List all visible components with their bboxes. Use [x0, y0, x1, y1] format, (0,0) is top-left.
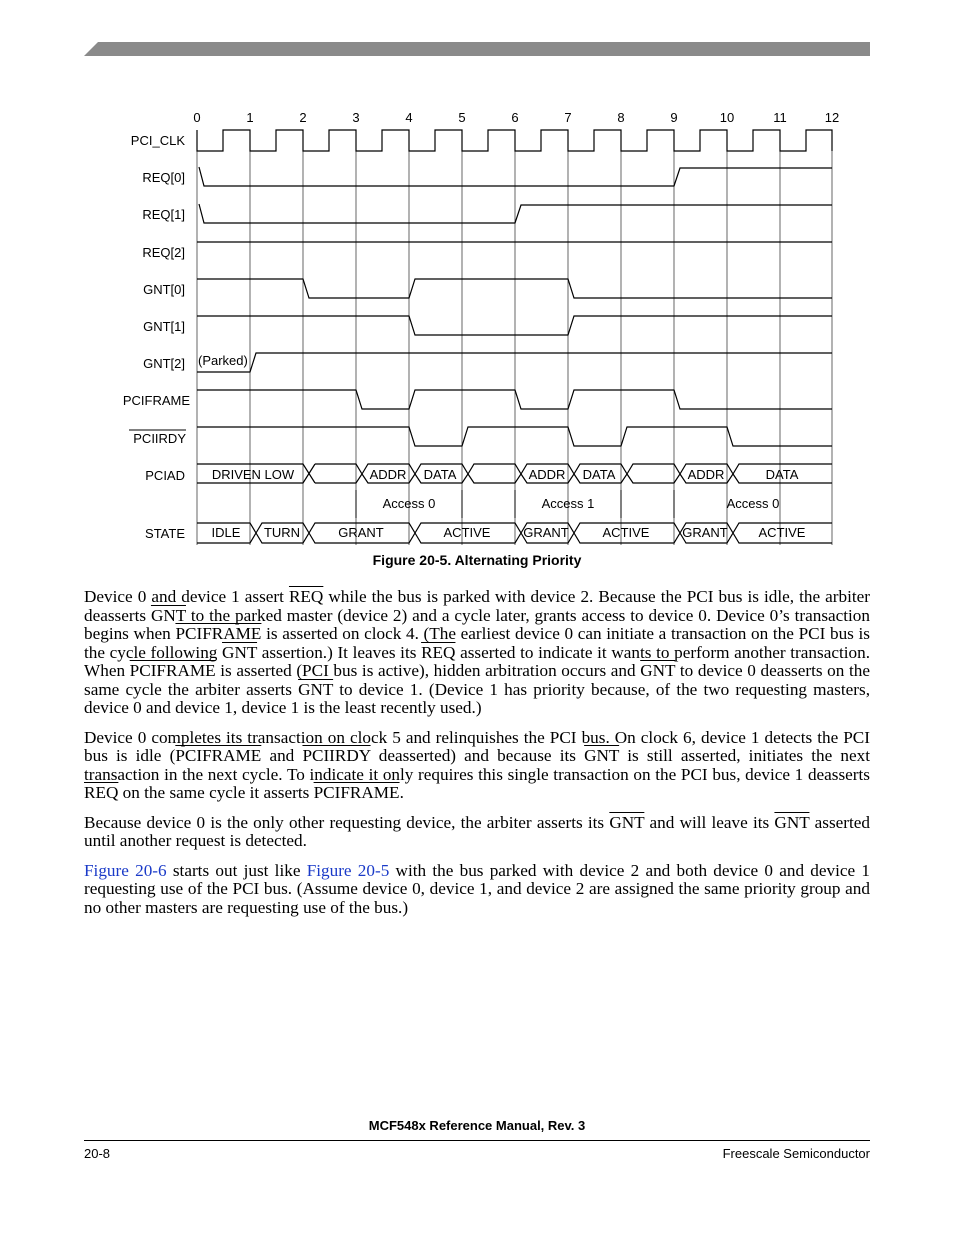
pciad-segment: DRIVEN LOW — [211, 467, 295, 482]
figure-caption: Figure 20-5. Alternating Priority — [372, 552, 582, 568]
clock-tick-label: 2 — [299, 110, 307, 125]
paragraph: Device 0 and device 1 assert $\overline{REQ}$ while the bus is parked with device 2. Because the PCI bus is idle, the arbiter deasserts $\overline{GNT}$ to the parked master (device 2) and a cycle later, grants access to device 0. Device 0’s transaction begins when PCIFRAME is asserted on clock 4. (The earliest device 0 can initiate a transaction on the PCI bus is the cycle following $\overline{GNT}$ assertion.) It leaves its $\overline{REQ}$ asserted to indicate it wants to perform another transaction. When PCIFRAME is asserted (PCI bus is active), hidden arbitration occurs and $\overline{GNT}$ to device 0 deasserts on the same cycle the arbiter asserts $\overline{GNT}$ to device 1. (Device 1 has priority because, of the two requesting masters, device 0 and device 1, device 1 is the least recently used.) — [84, 587, 871, 717]
state-segment: ACTIVE — [758, 525, 806, 540]
timing-diagram — [0, 100, 954, 550]
clock-tick-label: 10 — [719, 110, 735, 125]
waveform-pciframe — [197, 390, 832, 409]
signal-label-pciad: PCIAD — [145, 468, 185, 483]
figure-20-5-link[interactable]: Figure 20-5 — [306, 860, 390, 880]
footer-divider — [84, 1140, 870, 1141]
figure-20-6-link[interactable]: Figure 20-6 — [84, 860, 167, 880]
pciad-segment: ADDR — [687, 467, 725, 482]
paragraph: Figure 20-6 starts out just like Figure 20-5 with the bus parked with device 2 and both device 0 and device 1 requesting use of the PCI bus. (Assume device 0, device 1, and device 2 are assigned the same priority group and no other masters are requesting use of the bus.) — [84, 860, 870, 917]
state-segment: ACTIVE — [443, 525, 491, 540]
waveform-pciirdy — [197, 427, 832, 446]
access-label: Access 1 — [541, 496, 595, 511]
paragraph: Device 0 completes its transaction on clock 5 and relinquishes the PCI bus. On clock 6, device 1 detects the PCI bus is idle (PCIFRAME and PCIIRDY deasserted) and because its $\overline{GNT}$ is still asserted, initiates the next transaction in the next cycle. To indicate it only requires this single transaction on the PCI bus, device 1 deasserts $\overline{REQ}$ on the same cycle it asserts PCIFRAME. — [84, 727, 870, 802]
header-bar — [0, 0, 954, 60]
clock-tick-label: 7 — [564, 110, 572, 125]
parked-note: (Parked) — [198, 353, 248, 368]
clock-tick-label: 12 — [824, 110, 840, 125]
signal-label-req1: REQ[1] — [142, 207, 185, 222]
waveform-req1 — [199, 204, 832, 223]
footer-title: MCF548x Reference Manual, Rev. 3 — [368, 1118, 586, 1133]
waveform-gnt2 — [197, 353, 832, 372]
clock-tick-label: 0 — [193, 110, 201, 125]
pciad-segment: DATA — [765, 467, 799, 482]
waveform-req0 — [199, 167, 832, 186]
signal-label-gnt2: GNT[2] — [143, 356, 185, 371]
clock-tick-label: 9 — [670, 110, 678, 125]
access-label: Access 0 — [382, 496, 436, 511]
footer-company: Freescale Semiconductor — [722, 1146, 870, 1161]
access-label: Access 0 — [726, 496, 780, 511]
body-text — [84, 588, 870, 928]
signal-label-gnt1: GNT[1] — [143, 319, 185, 334]
clock-tick-label: 8 — [617, 110, 625, 125]
state-segment: GRANT — [523, 525, 569, 540]
state-segment: IDLE — [211, 525, 241, 540]
pciad-segment: DATA — [582, 467, 616, 482]
signal-label-pciframe: PCIFRAME — [122, 393, 190, 408]
state-segment: GRANT — [682, 525, 728, 540]
state-segment: ACTIVE — [602, 525, 650, 540]
signal-label-gnt0: GNT[0] — [143, 282, 185, 297]
signal-label-req0: REQ[0] — [142, 170, 185, 185]
state-segment: GRANT — [338, 525, 384, 540]
clock-tick-label: 11 — [773, 110, 787, 125]
clock-tick-label: 3 — [352, 110, 360, 125]
clock-tick-label: 4 — [405, 110, 413, 125]
waveform-gnt0 — [197, 279, 832, 298]
page-number: 20-8 — [84, 1146, 111, 1161]
pciad-segment: DATA — [423, 467, 457, 482]
pciad-segment: ADDR — [528, 467, 566, 482]
signal-label-state: STATE — [145, 526, 185, 541]
clock-tick-label: 1 — [246, 110, 254, 125]
pciad-segment: ADDR — [369, 467, 407, 482]
waveform-gnt1 — [197, 316, 832, 335]
signal-label-req2: REQ[2] — [142, 245, 185, 260]
clock-tick-label: 5 — [458, 110, 466, 125]
signal-label-pci-clk: PCI_CLK — [130, 133, 185, 148]
paragraph: Because device 0 is the only other requesting device, the arbiter asserts its $\overline{GNT}$ and will leave its $\overline{GNT}$ asserted until another request is detected. — [84, 812, 870, 850]
state-segment: TURN — [263, 525, 301, 540]
signal-label-pciirdy: PCIIRDY — [133, 431, 186, 446]
clock-tick-label: 6 — [511, 110, 519, 125]
waveform-pci-clk — [197, 130, 832, 151]
